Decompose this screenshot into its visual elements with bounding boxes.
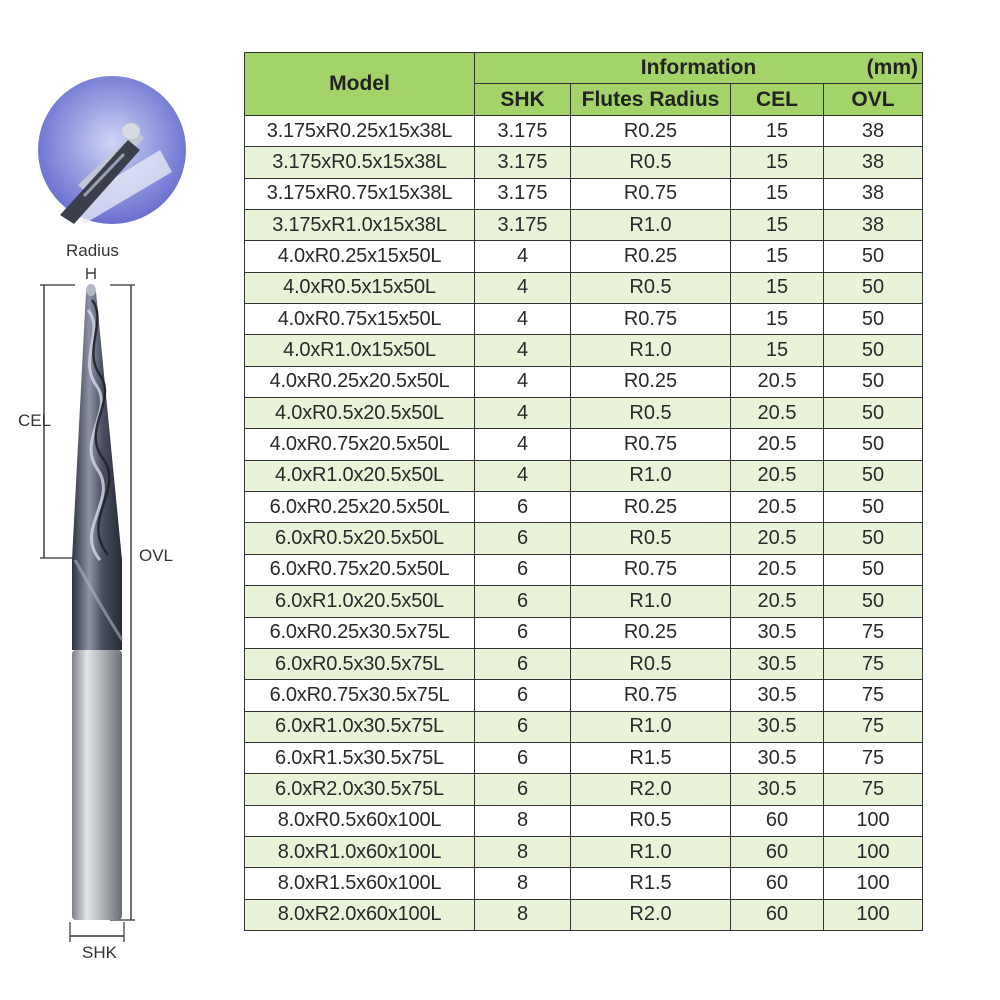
- table-row: [245, 586, 923, 617]
- flutes-radius-cell: R0.5: [571, 398, 731, 429]
- model-cell: 4.0xR0.25x15x50L: [245, 241, 475, 272]
- cel-cell: 15: [731, 272, 824, 303]
- ovl-cell: 50: [824, 398, 923, 429]
- flutes-radius-cell: R0.25: [571, 116, 731, 147]
- flutes-radius-cell: R1.0: [571, 586, 731, 617]
- table-row: [245, 554, 923, 585]
- shk-cell: 6: [475, 742, 571, 773]
- shk-cell: 4: [475, 241, 571, 272]
- flutes-radius-cell: R0.25: [571, 241, 731, 272]
- flutes-radius-cell: R0.25: [571, 617, 731, 648]
- cel-cell: 60: [731, 805, 824, 836]
- cel-cell: 60: [731, 899, 824, 930]
- ovl-cell: 75: [824, 742, 923, 773]
- ovl-cell: 75: [824, 648, 923, 679]
- ovl-cell: 50: [824, 460, 923, 491]
- model-cell: 4.0xR0.75x20.5x50L: [245, 429, 475, 460]
- table-row: [245, 460, 923, 491]
- flutes-radius-cell: R1.0: [571, 711, 731, 742]
- spec-table: [244, 52, 923, 931]
- flutes-radius-cell: R0.75: [571, 429, 731, 460]
- shk-cell: 4: [475, 304, 571, 335]
- cel-cell: 20.5: [731, 523, 824, 554]
- shk-cell: 3.175: [475, 147, 571, 178]
- ovl-cell: 38: [824, 210, 923, 241]
- cel-cell: 20.5: [731, 398, 824, 429]
- model-cell: 6.0xR0.25x30.5x75L: [245, 617, 475, 648]
- table-row: [245, 523, 923, 554]
- shk-cell: 6: [475, 774, 571, 805]
- table-row: [245, 774, 923, 805]
- cel-cell: 20.5: [731, 586, 824, 617]
- model-cell: 6.0xR1.5x30.5x75L: [245, 742, 475, 773]
- tip-closeup-photo: [38, 76, 186, 224]
- model-cell: 8.0xR1.5x60x100L: [245, 868, 475, 899]
- model-cell: 3.175xR0.25x15x38L: [245, 116, 475, 147]
- cel-cell: 20.5: [731, 366, 824, 397]
- model-cell: 4.0xR1.0x20.5x50L: [245, 460, 475, 491]
- cel-cell: 30.5: [731, 617, 824, 648]
- spec-table-body: [245, 116, 923, 931]
- table-row: [245, 868, 923, 899]
- ovl-cell: 50: [824, 429, 923, 460]
- ovl-cell: 38: [824, 178, 923, 209]
- shk-cell: 6: [475, 492, 571, 523]
- header-row: [245, 53, 923, 84]
- ovl-cell: 38: [824, 147, 923, 178]
- shk-cell: 4: [475, 460, 571, 491]
- cel-cell: 30.5: [731, 742, 824, 773]
- shk-cell: 8: [475, 836, 571, 867]
- flutes-radius-cell: R1.5: [571, 868, 731, 899]
- table-row: [245, 742, 923, 773]
- table-row: [245, 116, 923, 147]
- model-cell: 4.0xR1.0x15x50L: [245, 335, 475, 366]
- flutes-radius-cell: R2.0: [571, 899, 731, 930]
- flutes-radius-cell: R0.5: [571, 648, 731, 679]
- ovl-cell: 100: [824, 836, 923, 867]
- shk-dimension: [70, 922, 124, 942]
- flutes-radius-cell: R1.0: [571, 460, 731, 491]
- flutes-radius-cell: R1.0: [571, 836, 731, 867]
- flutes-radius-cell: R1.5: [571, 742, 731, 773]
- flutes-radius-cell: R0.5: [571, 805, 731, 836]
- table-row: [245, 241, 923, 272]
- table-row: [245, 272, 923, 303]
- shk-cell: 4: [475, 366, 571, 397]
- model-cell: 6.0xR0.75x20.5x50L: [245, 554, 475, 585]
- shk-cell: 4: [475, 398, 571, 429]
- model-cell: 4.0xR0.25x20.5x50L: [245, 366, 475, 397]
- table-row: [245, 147, 923, 178]
- table-row: [245, 398, 923, 429]
- cel-cell: 15: [731, 147, 824, 178]
- shk-cell: 6: [475, 711, 571, 742]
- ovl-cell: 50: [824, 335, 923, 366]
- shk-cell: 8: [475, 868, 571, 899]
- cel-cell: 15: [731, 210, 824, 241]
- cel-label: CEL: [18, 411, 52, 430]
- cel-cell: 30.5: [731, 680, 824, 711]
- cel-cell: 20.5: [731, 554, 824, 585]
- table-row: [245, 304, 923, 335]
- model-cell: 6.0xR1.0x20.5x50L: [245, 586, 475, 617]
- model-cell: 8.0xR2.0x60x100L: [245, 899, 475, 930]
- model-cell: 4.0xR0.5x20.5x50L: [245, 398, 475, 429]
- table-row: [245, 805, 923, 836]
- information-header: [475, 53, 923, 84]
- flutes-radius-cell: R0.25: [571, 492, 731, 523]
- shk-cell: 8: [475, 805, 571, 836]
- model-cell: 8.0xR0.5x60x100L: [245, 805, 475, 836]
- cel-cell: 30.5: [731, 648, 824, 679]
- cel-cell: 15: [731, 304, 824, 335]
- ovl-cell: 50: [824, 586, 923, 617]
- cel-cell: 20.5: [731, 429, 824, 460]
- shk-cell: 4: [475, 335, 571, 366]
- model-cell: 6.0xR0.5x30.5x75L: [245, 648, 475, 679]
- cel-cell: 30.5: [731, 774, 824, 805]
- table-row: [245, 899, 923, 930]
- cel-cell: 15: [731, 241, 824, 272]
- flutes-radius-cell: R0.75: [571, 178, 731, 209]
- ovl-label: OVL: [139, 546, 174, 565]
- flutes-radius-cell: R0.5: [571, 523, 731, 554]
- flutes-radius-cell: R2.0: [571, 774, 731, 805]
- ovl-cell: 75: [824, 617, 923, 648]
- model-cell: 6.0xR2.0x30.5x75L: [245, 774, 475, 805]
- shk-cell: 8: [475, 899, 571, 930]
- shk-cell: 3.175: [475, 210, 571, 241]
- model-cell: 6.0xR0.5x20.5x50L: [245, 523, 475, 554]
- model-cell: 8.0xR1.0x60x100L: [245, 836, 475, 867]
- model-cell: 3.175xR0.5x15x38L: [245, 147, 475, 178]
- cel-cell: 15: [731, 116, 824, 147]
- flutes-radius-cell: R0.75: [571, 680, 731, 711]
- ovl-header: OVL: [824, 84, 923, 116]
- end-mill-illustration: [0, 0, 240, 1000]
- cel-cell: 20.5: [731, 492, 824, 523]
- cel-cell: 60: [731, 836, 824, 867]
- ovl-cell: 50: [824, 366, 923, 397]
- table-row: [245, 210, 923, 241]
- table-row: [245, 492, 923, 523]
- model-cell: 4.0xR0.75x15x50L: [245, 304, 475, 335]
- shk-cell: 6: [475, 680, 571, 711]
- shk-cell: 6: [475, 617, 571, 648]
- shk-header: SHK: [475, 84, 571, 116]
- flutes-radius-cell: R0.5: [571, 272, 731, 303]
- table-row: [245, 648, 923, 679]
- ovl-cell: 100: [824, 868, 923, 899]
- cel-cell: 20.5: [731, 460, 824, 491]
- unit-label: (mm): [866, 56, 918, 79]
- model-cell: 6.0xR0.25x20.5x50L: [245, 492, 475, 523]
- model-cell: 6.0xR0.75x30.5x75L: [245, 680, 475, 711]
- shk-cell: 4: [475, 429, 571, 460]
- table-row: [245, 178, 923, 209]
- ovl-cell: 100: [824, 899, 923, 930]
- flutes-radius-cell: R0.75: [571, 554, 731, 585]
- table-row: [245, 836, 923, 867]
- model-cell: 6.0xR1.0x30.5x75L: [245, 711, 475, 742]
- ovl-cell: 50: [824, 304, 923, 335]
- cel-cell: 30.5: [731, 711, 824, 742]
- flutes-radius-header: Flutes Radius: [571, 84, 731, 116]
- ovl-cell: 38: [824, 116, 923, 147]
- ovl-cell: 75: [824, 711, 923, 742]
- information-label: Information: [640, 56, 757, 79]
- shk-cell: 6: [475, 554, 571, 585]
- shk-cell: 6: [475, 523, 571, 554]
- end-mill-body: [72, 284, 122, 920]
- shk-label: SHK: [82, 943, 117, 962]
- table-row: [245, 711, 923, 742]
- model-cell: 3.175xR0.75x15x38L: [245, 178, 475, 209]
- end-mill-drawing: [0, 0, 240, 1000]
- cel-cell: 15: [731, 178, 824, 209]
- ovl-cell: 75: [824, 680, 923, 711]
- shk-cell: 6: [475, 586, 571, 617]
- cel-cell: 15: [731, 335, 824, 366]
- shk-cell: 6: [475, 648, 571, 679]
- shk-cell: 3.175: [475, 116, 571, 147]
- table-row: [245, 335, 923, 366]
- ovl-cell: 75: [824, 774, 923, 805]
- table-row: [245, 680, 923, 711]
- flutes-radius-cell: R0.25: [571, 366, 731, 397]
- ovl-cell: 50: [824, 554, 923, 585]
- radius-label: Radius: [66, 241, 119, 260]
- table-row: [245, 429, 923, 460]
- model-header: Model: [245, 53, 475, 116]
- ovl-cell: 50: [824, 241, 923, 272]
- model-cell: 4.0xR0.5x15x50L: [245, 272, 475, 303]
- ovl-cell: 50: [824, 272, 923, 303]
- flutes-radius-cell: R0.5: [571, 147, 731, 178]
- ovl-cell: 50: [824, 523, 923, 554]
- cel-header: CEL: [731, 84, 824, 116]
- ovl-cell: 100: [824, 805, 923, 836]
- flutes-radius-cell: R1.0: [571, 335, 731, 366]
- flutes-radius-cell: R0.75: [571, 304, 731, 335]
- ovl-cell: 50: [824, 492, 923, 523]
- flutes-radius-cell: R1.0: [571, 210, 731, 241]
- table-row: [245, 617, 923, 648]
- shk-cell: 4: [475, 272, 571, 303]
- table-row: [245, 366, 923, 397]
- cel-cell: 60: [731, 868, 824, 899]
- shk-cell: 3.175: [475, 178, 571, 209]
- radius-marker: [87, 268, 95, 279]
- model-cell: 3.175xR1.0x15x38L: [245, 210, 475, 241]
